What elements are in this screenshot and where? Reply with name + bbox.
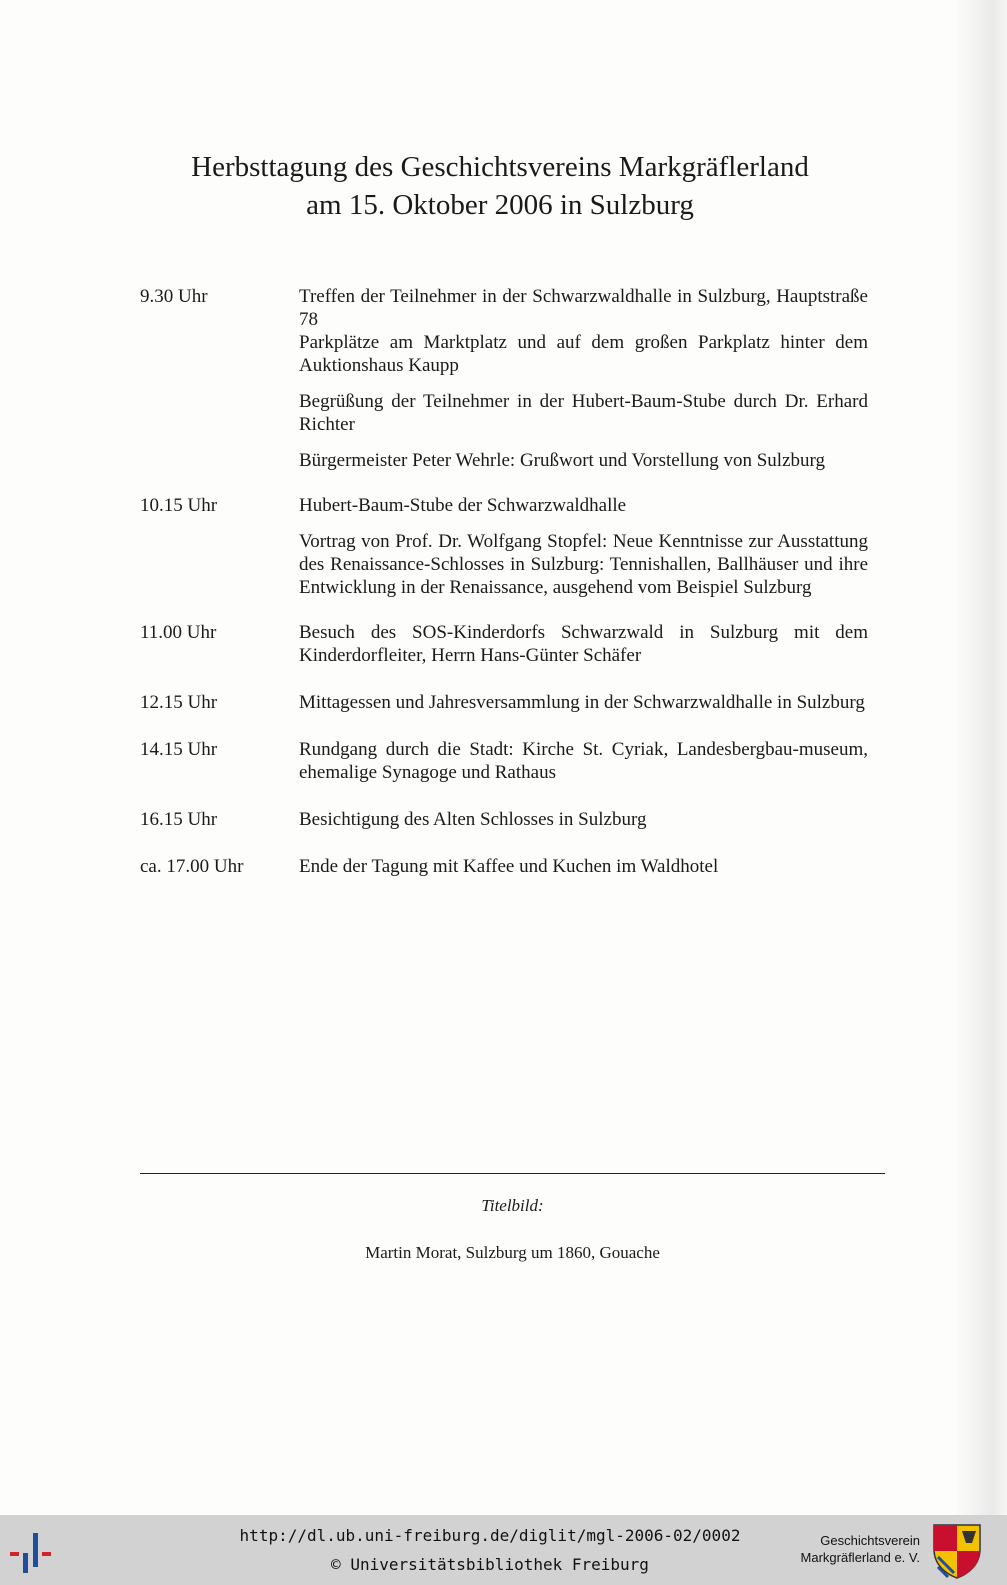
- publisher-name-line-1: Geschichtsverein: [820, 1533, 920, 1548]
- page-title: [100, 148, 900, 224]
- agenda-entry: [140, 621, 868, 667]
- title-line-2: am 15. Oktober 2006 in Sulzburg: [306, 189, 694, 221]
- agenda-description: [299, 621, 868, 667]
- publisher-name-line-2: Markgräflerland e. V.: [800, 1550, 920, 1565]
- university-library-logo-icon: [10, 1533, 62, 1573]
- agenda-description: [299, 691, 868, 714]
- caption-text: Martin Morat, Sulzburg um 1860, Gouache: [365, 1243, 660, 1262]
- permalink-link[interactable]: http://dl.ub.uni-freiburg.de/diglit/mgl-2006-02/0002: [239, 1526, 741, 1545]
- agenda-time: 11.00 Uhr: [140, 622, 217, 643]
- agenda-time: 14.15 Uhr: [140, 739, 218, 760]
- agenda-time: ca. 17.00 Uhr: [140, 856, 244, 877]
- agenda-paragraph: Rundgang durch die Stadt: Kirche St. Cyriak, Landesbergbau-museum, ehemalige Synagoge und Rathaus: [299, 739, 868, 783]
- coat-of-arms-icon: [932, 1523, 982, 1579]
- agenda-time: 12.15 Uhr: [140, 692, 218, 713]
- title-line-1: Herbsttagung des Geschichtsvereins Markgräflerland: [191, 151, 809, 183]
- agenda-paragraph: Bürgermeister Peter Wehrle: Grußwort und Vorstellung von Sulzburg: [299, 450, 826, 471]
- agenda-paragraph: Besichtigung des Alten Schlosses in Sulzburg: [299, 809, 647, 830]
- agenda-paragraph: Begrüßung der Teilnehmer in der Hubert-Baum-Stube durch Dr. Erhard Richter: [299, 391, 868, 435]
- agenda-paragraph: Mittagessen und Jahresversammlung in der Schwarzwaldhalle in Sulzburg: [299, 692, 865, 713]
- agenda-paragraph: Ende der Tagung mit Kaffee und Kuchen im Waldhotel: [299, 856, 719, 877]
- agenda-description: [299, 808, 868, 831]
- agenda-description: [299, 494, 868, 599]
- page-edge: [957, 0, 1007, 1515]
- agenda-entry: [140, 691, 868, 714]
- agenda-description: [299, 855, 868, 878]
- agenda: [140, 285, 868, 878]
- agenda-paragraph: Vortrag von Prof. Dr. Wolfgang Stopfel: Neue Kenntnisse zur Ausstattung des Renaissance-Schlosses in Sulzburg: Tennishallen, Ballhäuser und ihre Entwicklung in der Renaissance, ausgehend vom Beispiel Sulzburg: [299, 531, 868, 598]
- publisher-name: [790, 1532, 920, 1566]
- agenda-paragraph: Besuch des SOS-Kinderdorfs Schwarzwald in Sulzburg mit dem Kinderdorfleiter, Herrn Hans-Günter Schäfer: [299, 622, 868, 666]
- agenda-time: 10.15 Uhr: [140, 495, 218, 516]
- agenda-time: 9.30 Uhr: [140, 286, 208, 307]
- agenda-paragraph: Treffen der Teilnehmer in der Schwarzwaldhalle in Sulzburg, Hauptstraße 78: [299, 286, 868, 330]
- agenda-time: 16.15 Uhr: [140, 809, 218, 830]
- agenda-entry: [140, 494, 868, 599]
- agenda-description: [299, 738, 868, 784]
- agenda-entry: [140, 855, 868, 878]
- agenda-paragraph: Parkplätze am Marktplatz und auf dem großen Parkplatz hinter dem Auktionshaus Kaupp: [299, 332, 868, 376]
- agenda-entry: [140, 808, 868, 831]
- footer-bar: [0, 1515, 1007, 1585]
- agenda-entry: [140, 285, 868, 472]
- caption-label: Titelbild:: [481, 1196, 544, 1215]
- agenda-paragraph: Hubert-Baum-Stube der Schwarzwaldhalle: [299, 495, 627, 516]
- agenda-entry: [140, 738, 868, 784]
- agenda-description: [299, 285, 868, 472]
- horizontal-rule: [140, 1173, 885, 1174]
- copyright-text: © Universitätsbibliothek Freiburg: [331, 1555, 649, 1574]
